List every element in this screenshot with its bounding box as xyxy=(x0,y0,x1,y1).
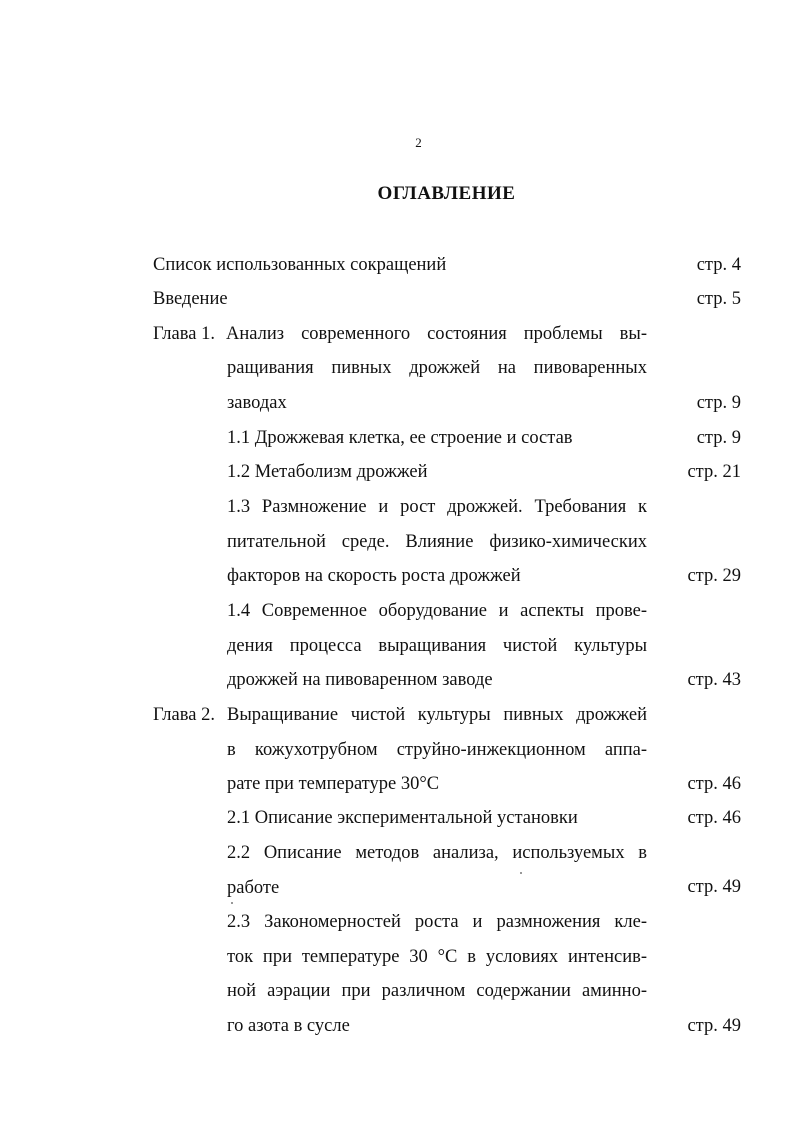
toc-entry-2-2 xyxy=(227,836,647,905)
toc-title: ОГЛАВЛЕНИЕ xyxy=(377,183,516,204)
toc-entry-text: 1.1 Дрожжевая клетка, ее строение и состав xyxy=(227,428,573,448)
toc-entry-1-4 xyxy=(227,594,647,698)
toc-entry-text: в кожухотрубном струйно-инжекционном аппа- xyxy=(227,739,647,760)
scan-speck xyxy=(520,872,522,874)
toc-entry-introduction xyxy=(153,282,653,317)
toc-entry-1-1 xyxy=(227,421,647,456)
toc-page-ref: стр. 46 xyxy=(687,774,741,794)
toc-entry-text: дрожжей на пивоваренном заводе xyxy=(227,670,493,690)
toc-entry-text: заводах xyxy=(227,392,287,413)
toc-page-ref: стр. 49 xyxy=(687,1016,741,1036)
toc-entry-text: ток при температуре 30 °С в условиях интенсив- xyxy=(227,946,647,967)
toc-page-ref: стр. 46 xyxy=(687,808,741,828)
toc-page-ref: стр. 43 xyxy=(687,670,741,690)
toc-entry-1-2 xyxy=(227,455,647,490)
toc-page-ref: стр. 21 xyxy=(687,462,741,482)
toc-entry-text: Введение xyxy=(153,289,228,309)
toc-page-ref: стр. 9 xyxy=(696,393,741,413)
toc-entry-text: го азота в сусле xyxy=(227,1015,350,1036)
toc-chapter-prefix: Глава 2. xyxy=(153,705,215,725)
toc-page-ref: стр. 29 xyxy=(687,566,741,586)
toc-entry-2-1 xyxy=(227,801,647,836)
scan-speck xyxy=(231,902,233,904)
toc-entry-1-3 xyxy=(227,490,647,594)
toc-entry-text: 2.3 Закономерностей роста и размножения кле- xyxy=(227,912,647,932)
toc-entry-text: Выращивание чистой культуры пивных дрожжей xyxy=(227,705,647,725)
toc-entry-text: ращивания пивных дрожжей на пивоваренных xyxy=(227,358,647,378)
toc-entry-text: факторов на скорость роста дрожжей xyxy=(227,566,521,586)
toc-entry-text: ной аэрации при различном содержании аминно- xyxy=(227,981,647,1001)
toc-entry-text: рате при температуре 30°С xyxy=(227,774,440,794)
toc-entry-text: Анализ современного состояния проблемы вы- xyxy=(226,324,647,344)
toc-entry-text: Список использованных сокращений xyxy=(153,255,447,275)
toc-entry-chapter-1-cont xyxy=(227,351,647,420)
toc-chapter-prefix: Глава 1. xyxy=(153,324,215,344)
toc-entry-chapter-2 xyxy=(227,698,647,802)
toc-page-ref: стр. 5 xyxy=(696,289,741,309)
toc-entry-text: 2.1 Описание экспериментальной установки xyxy=(227,808,578,828)
toc-entry-text: 1.3 Размножение и рост дрожжей. Требования к xyxy=(227,497,647,517)
toc-entry-text: дения процесса выращивания чистой культуры xyxy=(227,635,647,656)
toc-entry-text: 2.2 Описание методов анализа, используемых в xyxy=(227,843,647,863)
toc-entry-text: работе xyxy=(227,877,280,898)
toc-entry-2-3 xyxy=(227,905,647,1043)
toc-page-ref: стр. 9 xyxy=(696,428,741,448)
toc-entry-text: питательной среде. Влияние физико-химических xyxy=(227,531,647,552)
toc-entry-abbreviations xyxy=(153,248,653,283)
page-number: 2 xyxy=(415,135,422,150)
toc-entry-chapter-1 xyxy=(227,317,647,352)
toc-page-ref: стр. 4 xyxy=(696,255,741,275)
toc-entry-text: 1.4 Современное оборудование и аспекты прове- xyxy=(227,601,647,621)
toc-entry-text: 1.2 Метаболизм дрожжей xyxy=(227,462,428,482)
toc-page-ref: стр. 49 xyxy=(687,877,741,897)
